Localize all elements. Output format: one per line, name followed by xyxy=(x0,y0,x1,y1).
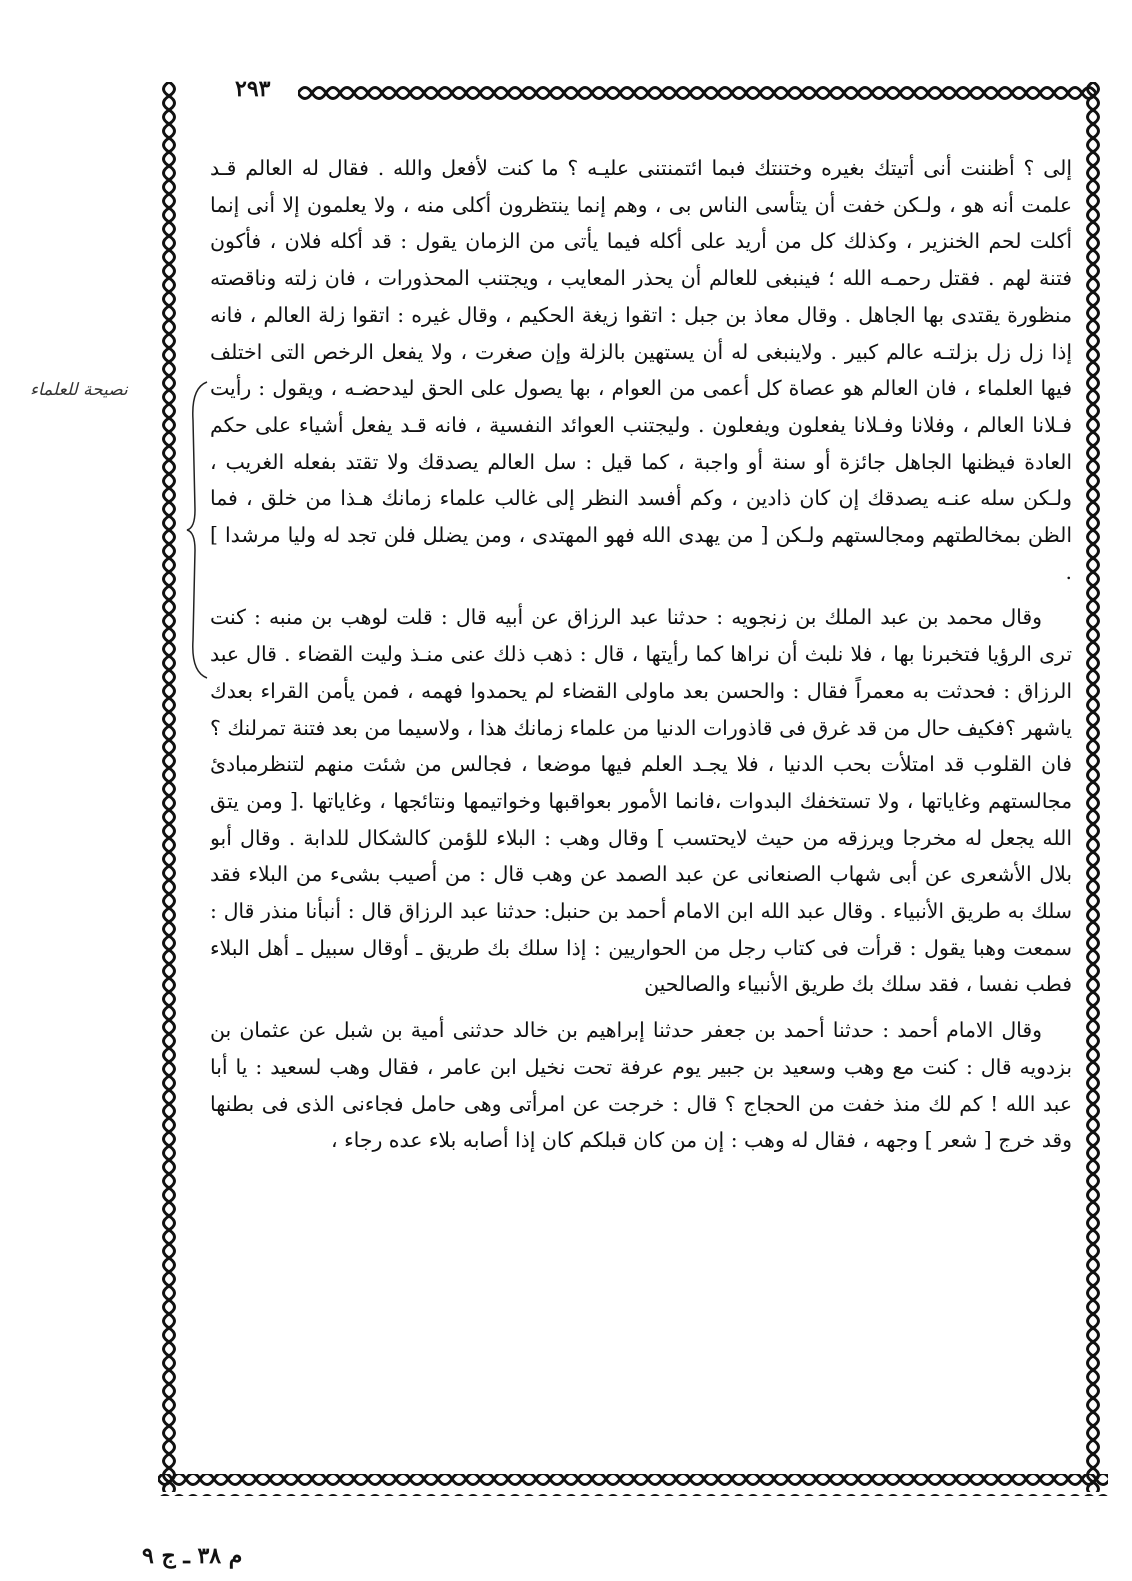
paragraph-1: إلى ؟ أظننت أنى أتيتك بغيره وختنتك فبما ائتمنتنى عليـه ؟ ما كنت لأفعل والله . فقال له العالم قـد علمت أنه هو ، ولـكن خفت أن يتأسى الناس بى ، وهم إنما ينتظرون أكلى منه ، ولا يعلمون إلا أنى إنما أكلت لحم الخنزير ، وكذلك كل من أريد على أكله فيما يأتى من الزمان يقول : قد أكله فلان ، فأكون فتنة لهم . فقتل رحمـه الله ؛ فينبغى للعالم أن يحذر المعايب ، ويجتنب المحذورات ، فان زلته وناقصته منظورة يقتدى بها الجاهل . وقال معاذ بن جبل : اتقوا زيغة الحكيم ، وقال غيره : اتقوا زلة العالم ، فانه إذا زل زل بزلتـه عالم كبير . ولاينبغى له أن يستهين بالزلة وإن صغرت ، ولا يفعل الرخص التى اختلف فيها العلماء ، فان العالم هو عصاة كل أعمى من العوام ، بها يصول على الحق ليدحضـه ، ويقول : رأيت فـلانا العالم ، وفلانا وفـلانا يفعلون ويفعلون . وليجتنب العوائد النفسية ، فانه قـد يفعل أشياء على حكم العادة فيظنها الجاهل جائزة أو سنة أو واجبة ، كما قيل : سل العالم يصدقك ولا تقتد بفعله الغريب ، ولـكن سله عنـه يصدقك إن كان ذادين ، وكم أفسد النظر إلى غالب علماء زمانك هـذا من خلق ، فما الظن بمخالطتهم ومجالستهم ولـكن [ من يهدى الله فهو المهتدى ، ومن يضلل فلن تجد له وليا مرشدا ] . xyxy=(210,156,1072,584)
margin-brace xyxy=(185,380,211,680)
signature-mark: م ٣٨ ـ ج ٩ xyxy=(142,1543,243,1569)
margin-note: نصيحة للعلماء xyxy=(30,380,128,400)
body-text xyxy=(210,150,1072,1480)
paragraph-2: وقال محمد بن عبد الملك بن زنجويه : حدثنا عبد الرزاق عن أبيه قال : قلت لوهب بن منبه : كنت ترى الرؤيا فتخبرنا بها ، فلا نلبث أن نراها كما رأيتها ، قال : ذهب ذلك عنى منـذ وليت القضاء . قال عبد الرزاق : فحدثت به معمراً فقال : والحسن بعد ماولى القضاء لم يحمدوا فهمه ، فمن يأمن القراء بعدك ياشهر ؟فكيف حال من قد غرق فى قاذورات الدنيا من علماء زمانك هذا ، ولاسيما من بعد فتنة تمرلنك ؟ فان القلوب قد امتلأت بحب الدنيا ، فلا يجـد العلم فيها موضعا ، فجالس من شئت منهم لتنظرمبادئ مجالستهم وغاياتها ، ولا تستخفك البدوات ،فانما الأمور بعواقبها وخواتيمها ونتائجها ، وغاياتها .[ ومن يتق الله يجعل له مخرجا ويرزقه من حيث لايحتسب ] وقال وهب : البلاء للؤمن كالشكال للدابة . وقال أبو بلال الأشعرى عن أبى شهاب الصنعانى عن عبد الصمد عن وهب قال : من أصيب بشىء من البلاء فقد سلك به طريق الأنبياء . وقال عبد الله ابن الامام أحمد بن حنبل: حدثنا عبد الرزاق قال : أنبأنا منذر قال : سمعت وهبا يقول : قرأت فى كتاب رجل من الحواريين : إذا سلك بك طريق ـ أوقال سبيل ـ أهل البلاء فطب نفسا ، فقد سلك بك طريق الأنبياء والصالحين xyxy=(210,605,1072,997)
page-number: ٢٩٣ xyxy=(235,76,271,102)
paragraph-3: وقال الامام أحمد : حدثنا أحمد بن جعفر حدثنا إبراهيم بن خالد حدثنى أمية بن شبل عن عثمان بن بزدويه قال : كنت مع وهب وسعيد بن جبير يوم عرفة تحت نخيل ابن عامر ، فقال وهب لسعيد : يا أبا عبد الله ! كم لك منذ خفت من الحجاج ؟ قال : خرجت عن امرأتى وهى حامل فجاءنى الذى فى بطنها وقد خرج [ شعر ] وجهه ، فقال له وهب : إن من كان قبلكم كان إذا أصابه بلاء عده رجاء ، xyxy=(210,1018,1072,1153)
